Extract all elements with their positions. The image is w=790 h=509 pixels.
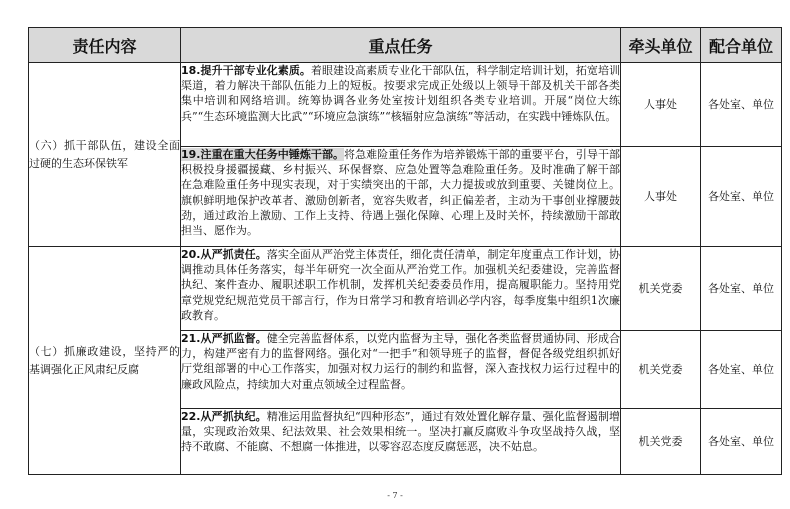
header-key-tasks: 重点任务 — [181, 28, 621, 63]
header-cooperating-unit: 配合单位 — [701, 28, 782, 63]
coop-unit-cell: 各处室、单位 — [701, 409, 782, 475]
responsibility-table — [28, 27, 782, 475]
task-title: 20.从严抓责任。 — [181, 248, 267, 261]
task-body: 落实全面从严治党主体责任，细化责任清单，制定年度重点工作计划，协调推动具体任务落实，每半年研究一次全面从严治党工作。加强机关纪委建设，完善监督执纪、案件查办、履职述职工作机制，发挥机关纪委委员作用，提高履职能力。坚持用党章党规党纪规范党员干部言行，作为日常学习和教育培训必学内容，每季度集中组织1次廉政教育。 — [181, 248, 620, 322]
table-row — [29, 247, 782, 331]
lead-unit-cell: 人事处 — [621, 147, 701, 247]
category-cell: （六）抓干部队伍，建设全面过硬的生态环保铁军 — [29, 63, 181, 247]
task-title: 21.从严抓监督。 — [181, 332, 267, 345]
task-body: 将急难险重任务作为培养锻炼干部的重要平台，引导干部积极投身援疆援藏、乡村振兴、环保督察、应急处置等急难险重任务。及时准确了解干部在急难险重任务中现实表现，对于实绩突出的干部，大力提拔或放到重要、关键岗位上。旗帜鲜明地保护改革者、激励创新者，宽容失败者，纠正偏差者，主动为干事创业撑腰鼓劲，通过政治上激励、工作上支持、待遇上强化保障、心理上及时关怀，持续激励干部敢担当、愿作为。 — [181, 148, 620, 238]
table-header-row — [29, 28, 782, 63]
lead-unit-cell: 机关党委 — [621, 247, 701, 331]
lead-unit-cell: 人事处 — [621, 63, 701, 147]
task-body: 着眼建设高素质专业化干部队伍，科学制定培训计划，拓宽培训渠道，着力解决干部队伍能力上的短板。按要求完成正处级以上领导干部及机关干部各类集中培训和网络培训。统筹协调各业务处室按计划组织各类专业培训。开展“岗位大练兵”“生态环境监测大比武”“环境应急演练”“核辐射应急演练”等活动，在实践中锤炼队伍。 — [181, 64, 620, 123]
lead-unit-cell: 机关党委 — [621, 409, 701, 475]
task-title: 19.注重在重大任务中锤炼干部。 — [181, 148, 345, 161]
task-cell — [181, 147, 621, 247]
category-cell: （七）抓廉政建设，坚持严的基调强化正风肃纪反腐 — [29, 247, 181, 475]
task-body: 健全完善监督体系，以党内监督为主导，强化各类监督贯通协同、形成合力，构建严密有力的监督网络。强化对“一把手”和领导班子的监督，督促各级党组织抓好厅党组部署的中心工作落实，加强对权力运行的制约和监督，深入查找权力运行过程中的廉政风险点，持续加大对重点领域全过程监督。 — [181, 332, 620, 391]
lead-unit-cell: 机关党委 — [621, 331, 701, 409]
coop-unit-cell: 各处室、单位 — [701, 247, 782, 331]
coop-unit-cell: 各处室、单位 — [701, 63, 782, 147]
coop-unit-cell: 各处室、单位 — [701, 331, 782, 409]
coop-unit-cell: 各处室、单位 — [701, 147, 782, 247]
task-body: 精准运用监督执纪“四种形态”，通过有效处置化解存量、强化监督遏制增量，实现政治效果、纪法效果、社会效果相统一。坚决打赢反腐败斗争攻坚战持久战，坚持不敢腐、不能腐、不想腐一体推进，以零容忍态度反腐惩恶，决不姑息。 — [181, 410, 620, 454]
page-number: - 7 - — [387, 491, 403, 500]
table-row — [29, 63, 782, 147]
header-responsibility: 责任内容 — [29, 28, 181, 63]
task-title: 22.从严抓执纪。 — [181, 410, 267, 423]
task-cell — [181, 409, 621, 475]
task-title: 18.提升干部专业化素质。 — [181, 64, 311, 77]
header-lead-unit: 牵头单位 — [621, 28, 701, 63]
task-cell — [181, 63, 621, 147]
task-cell — [181, 331, 621, 409]
task-cell — [181, 247, 621, 331]
